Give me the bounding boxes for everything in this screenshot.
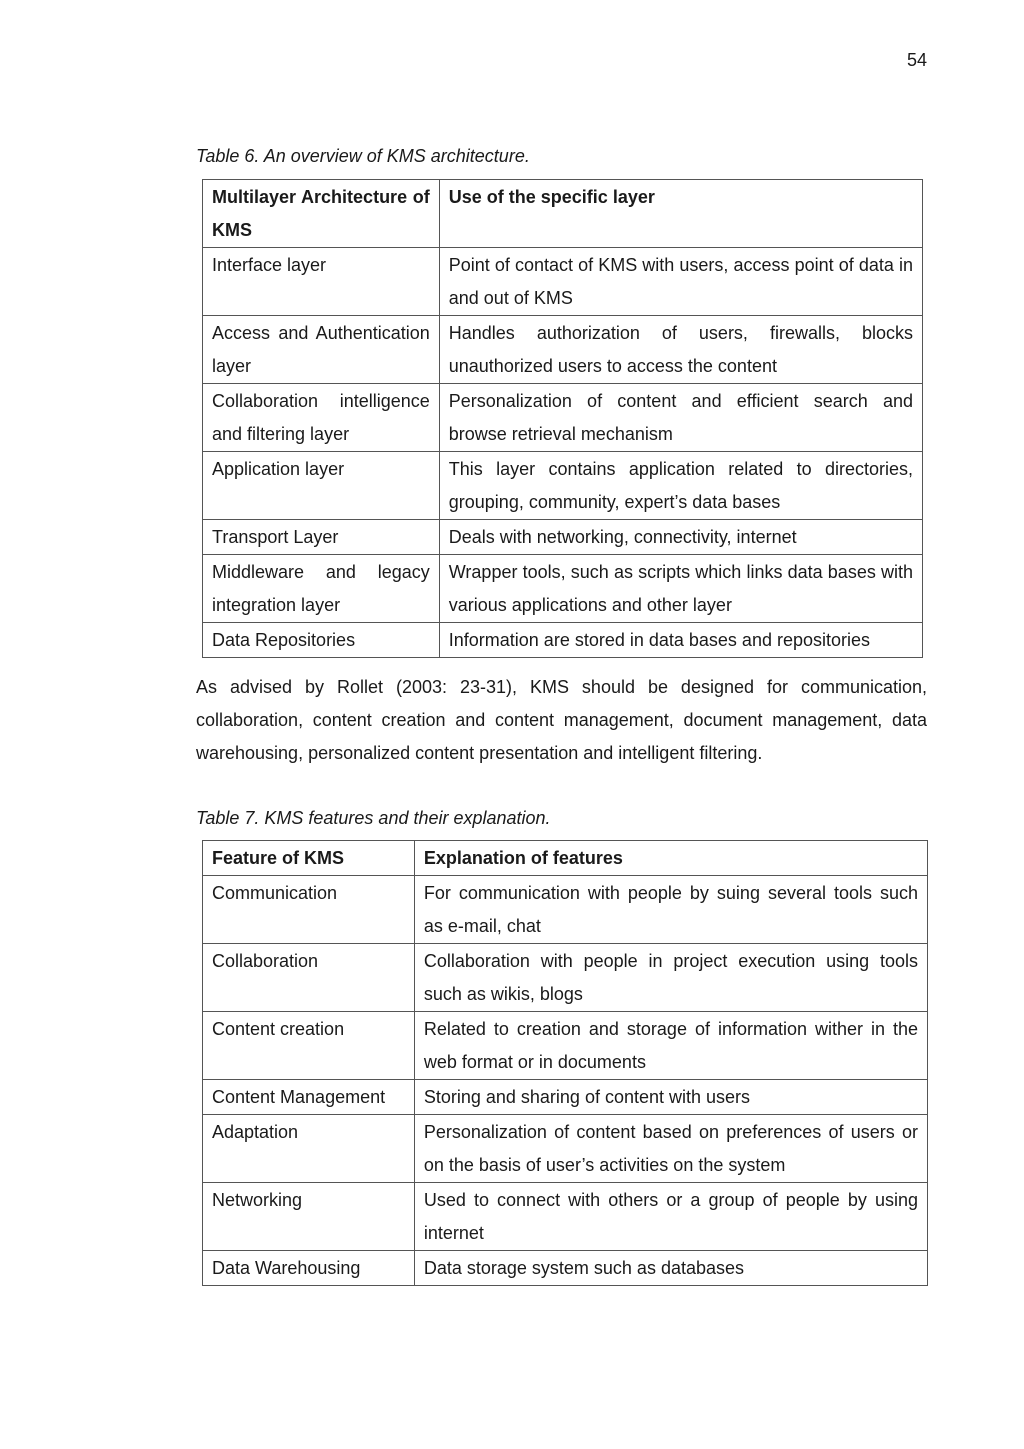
layer-use-cell: Wrapper tools, such as scripts which links data bases with various applications and other layer	[439, 555, 922, 623]
table-row	[203, 1115, 928, 1183]
column-header: Multilayer Architecture of KMS	[203, 180, 440, 248]
column-header: Feature of KMS	[203, 841, 415, 876]
table-row	[203, 1183, 928, 1251]
page-number: 54	[906, 50, 927, 70]
feature-explanation-cell: Used to connect with others or a group of people by using internet	[414, 1183, 927, 1251]
body-paragraph: As advised by Rollet (2003: 23-31), KMS should be designed for communication, collaboration, content creation and content management, document management, data warehousing, personalized content presentation and intelligent filtering.	[196, 677, 927, 763]
layer-use-cell: Deals with networking, connectivity, internet	[439, 520, 922, 555]
feature-explanation-cell: Data storage system such as databases	[414, 1251, 927, 1286]
table-row	[203, 316, 923, 384]
layer-use-cell: Information are stored in data bases and repositories	[439, 623, 922, 658]
layer-name-cell: Application layer	[203, 452, 440, 520]
layer-name-cell: Collaboration intelligence and filtering layer	[203, 384, 440, 452]
feature-name-cell: Content Management	[203, 1080, 415, 1115]
feature-explanation-cell: Related to creation and storage of information wither in the web format or in documents	[414, 1012, 927, 1080]
table-row	[203, 1251, 928, 1286]
table-row	[203, 1080, 928, 1115]
table-row	[203, 944, 928, 1012]
kms-features-table	[202, 840, 928, 1286]
feature-name-cell: Data Warehousing	[203, 1251, 415, 1286]
table-row	[203, 876, 928, 944]
table-6-caption: Table 6. An overview of KMS architecture.	[196, 146, 530, 166]
layer-name-cell: Access and Authentication layer	[203, 316, 440, 384]
table-row	[203, 555, 923, 623]
kms-features-table-body	[203, 841, 928, 1286]
table-7-caption: Table 7. KMS features and their explanation.	[196, 808, 551, 828]
layer-use-cell: Personalization of content and efficient search and browse retrieval mechanism	[439, 384, 922, 452]
column-header: Explanation of features	[414, 841, 927, 876]
feature-name-cell: Content creation	[203, 1012, 415, 1080]
kms-architecture-table	[202, 179, 923, 658]
table-row	[203, 452, 923, 520]
feature-explanation-cell: Collaboration with people in project execution using tools such as wikis, blogs	[414, 944, 927, 1012]
column-header: Use of the specific layer	[439, 180, 922, 248]
feature-name-cell: Adaptation	[203, 1115, 415, 1183]
feature-explanation-cell: Personalization of content based on preferences of users or on the basis of user’s activities on the system	[414, 1115, 927, 1183]
feature-explanation-cell: For communication with people by suing several tools such as e-mail, chat	[414, 876, 927, 944]
table-row	[203, 248, 923, 316]
table-row	[203, 520, 923, 555]
table-row	[203, 384, 923, 452]
feature-name-cell: Collaboration	[203, 944, 415, 1012]
layer-name-cell: Transport Layer	[203, 520, 440, 555]
table-header-row	[203, 841, 928, 876]
layer-name-cell: Interface layer	[203, 248, 440, 316]
feature-explanation-cell: Storing and sharing of content with users	[414, 1080, 927, 1115]
layer-name-cell: Middleware and legacy integration layer	[203, 555, 440, 623]
table-row	[203, 623, 923, 658]
feature-name-cell: Communication	[203, 876, 415, 944]
layer-name-cell: Data Repositories	[203, 623, 440, 658]
layer-use-cell: Handles authorization of users, firewalls, blocks unauthorized users to access the content	[439, 316, 922, 384]
table-header-row	[203, 180, 923, 248]
feature-name-cell: Networking	[203, 1183, 415, 1251]
kms-architecture-table-body	[203, 180, 923, 658]
table-row	[203, 1012, 928, 1080]
layer-use-cell: Point of contact of KMS with users, access point of data in and out of KMS	[439, 248, 922, 316]
layer-use-cell: This layer contains application related to directories, grouping, community, expert’s data bases	[439, 452, 922, 520]
